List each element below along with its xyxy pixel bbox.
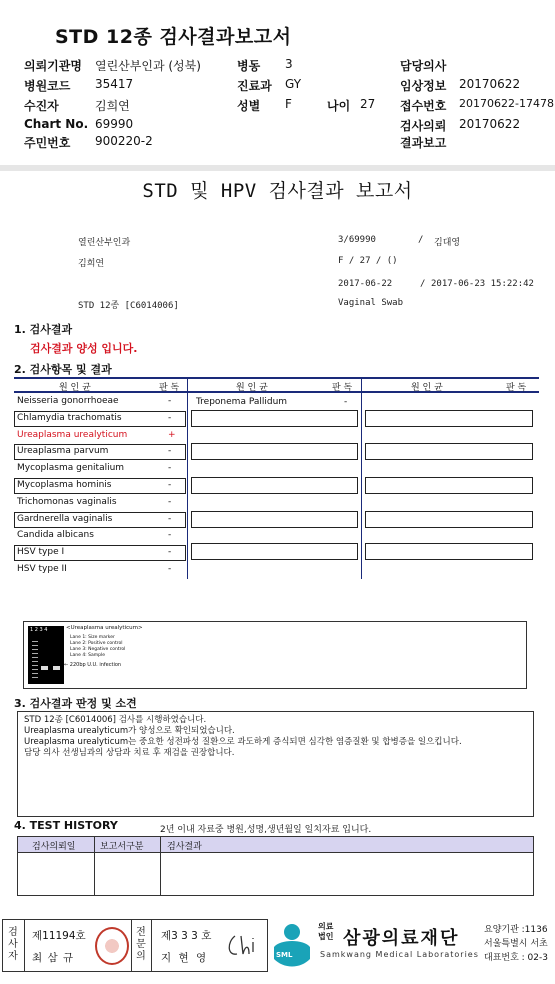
field-value-ward: 3 [285,57,293,71]
field-label-age: 나이 [327,99,351,113]
organism-result: - [168,496,172,507]
organism-name: Ureaplasma urealyticum [17,429,128,440]
inspector-label: 검 사 자 [8,927,18,962]
sample-band [53,666,60,670]
page-title: STD 12종 검사결과보고서 [55,26,292,48]
organism-result: - [168,530,172,541]
positive-result: 검사결과 양성 입니다. [30,342,138,355]
logo-text: SML [276,951,293,959]
column-divider [160,837,161,895]
organism-name: HSV type II [17,564,67,574]
legend-line: Lane 2: Positive control [70,641,123,646]
organism-result: - [168,564,172,574]
col-request-date: 검사의뢰일 [32,842,76,852]
field-label-ward: 병동 [237,59,261,73]
gel-legend [70,635,125,659]
empty-result-box [365,443,533,460]
signature-box [2,919,268,972]
official-seal [95,927,129,965]
organism-result: - [168,547,172,558]
organism-result: - [168,513,172,524]
logo-icon [270,921,314,971]
inspector-license: 제11194호 [32,930,86,942]
test-name: STD 12종 [C6014006] [78,301,179,311]
org-prefix: 의료 법인 [318,922,334,941]
field-value: 69990 [95,117,134,131]
separator: / [418,235,424,245]
field-label: Chart No. [24,117,89,131]
specialist-label: 전 문 의 [136,927,146,962]
history-header [18,837,533,853]
field-value: 35417 [95,77,134,91]
report-header [0,0,555,165]
organism-name: Neisseria gonorrhoeae [17,396,119,406]
column-divider [187,379,188,579]
signature [225,932,261,960]
field-label-sex: 성별 [237,99,261,113]
patient-name: 김희연 [78,259,105,269]
divider [131,920,132,971]
field-label-receipt-no: 접수번호 [400,99,447,113]
clinic-name: 열린산부인과 [78,238,131,248]
col-result: 판 독 [506,383,527,393]
field-value-sex: F [285,97,292,111]
col-organism: 원 인 균 [59,383,91,393]
organism-name: Gardnerella vaginalis [17,513,113,524]
empty-result-box [191,511,358,528]
specialist-license: 제3 3 3 호 [161,930,212,942]
organism-result: - [168,480,172,490]
section-3-title: 3. 검사결과 판정 및 소견 [14,697,137,710]
empty-result-box [365,511,533,528]
gel-title: <Ureaplasma urealyticum> [66,625,143,631]
org-address: 요양기관 :1136 서울특별시 서초 대표번호 : 02-3 [484,925,548,963]
field-value: 900220-2 [95,134,153,148]
field-label: 의뢰기관명 [24,59,82,73]
organism-result: - [168,412,172,423]
divider [24,920,25,971]
col-organism: 원 인 균 [236,383,268,393]
field-label: 수진자 [24,99,59,113]
organism-result: + [168,429,176,440]
specialist-name: 지 현 영 [161,952,209,964]
finding-line: Ureaplasma urealyticum가 양성으로 확인되었습니다. [24,726,235,736]
organism-result: - [168,463,172,474]
field-label-request: 검사의뢰 [400,119,447,133]
organism-name: Ureaplasma parvum [17,446,109,457]
empty-result-box [191,410,358,427]
history-table [17,836,534,896]
field-value-age: 27 [360,97,376,111]
empty-result-box [191,477,358,494]
band-label: ← 220bp U.U. infection [64,662,122,668]
legend-line: Lane 1: Size marker [70,635,115,640]
legend-line: Lane 3: Negative control [70,647,126,652]
sex-age: F / 27 / () [338,256,398,266]
organism-name: Mycoplasma hominis [17,480,112,490]
gel-image [28,626,64,684]
legend-line: Lane 4: Sample [70,653,105,658]
field-label-department: 진료과 [237,79,272,93]
field-label-report: 결과보고 [400,136,447,150]
separator: / [420,279,426,289]
section-2-title: 2. 검사항목 및 결과 [14,363,112,376]
organism-result: - [168,446,172,457]
section-4-title: 4. TEST HISTORY [14,819,118,832]
positive-band [41,666,48,670]
column-divider [361,379,362,579]
size-marker-band [32,638,38,678]
field-label: 병원코드 [24,79,71,93]
finding-line: Ureaplasma urealyticum는 중요한 성전파성 질환으로 과도하게 증식되면 심각한 염증질환 및 합병증을 일으킵니다. [24,737,462,747]
col-report-type: 보고서구분 [100,842,144,852]
col-test-result: 검사결과 [167,842,202,852]
empty-result-box [191,543,358,560]
divider [151,920,152,971]
field-label-doctor: 담당의사 [400,59,447,73]
field-value-receipt-no: 20170622-17478 [459,97,554,110]
organism-name: Chlamydia trachomatis [17,412,122,423]
field-value-request: 20170622 [459,117,521,131]
empty-result-box [365,410,533,427]
empty-result-box [191,443,358,460]
field-value: 김희연 [95,99,130,113]
field-value: 열린산부인과 (성북) [95,59,201,73]
finding-line: STD 12종 [C6014006] 검사를 시행하였습니다. [24,715,207,725]
field-value-clinical-info: 20170622 [459,77,521,91]
org-name: 삼광의료재단 [343,928,460,949]
organism-name: Trichomonas vaginalis [17,496,117,507]
organism-name: Mycoplasma genitalium [17,463,125,474]
section-1-title: 1. 검사결과 [14,323,73,336]
results-table-header [14,377,539,393]
gel-electrophoresis-image [23,621,527,689]
empty-result-box [365,543,533,560]
org-name-en: Samkwang Medical Laboratories [320,950,479,959]
organism-name: Candida albicans [17,530,94,541]
history-note: 2년 이내 자료중 병원,성명,생년월일 일치자료 입니다. [160,825,372,835]
col-organism: 원 인 균 [411,383,443,393]
lane-numbers: 1 2 3 4 [30,627,48,633]
field-value-department: GY [285,77,302,91]
col-result: 판 독 [332,383,353,393]
empty-result-box [365,477,533,494]
findings-box [17,711,534,817]
date-to: 2017-06-23 15:22:42 [431,279,534,289]
column-divider [94,837,95,895]
chart-code: 3/69990 [338,235,376,245]
header-divider [0,165,555,171]
inspector-name: 최 삼 규 [32,952,75,964]
organism-result: - [344,397,348,407]
field-label-clinical-info: 임상정보 [400,79,447,93]
organism-name: Treponema Pallidum [196,397,288,407]
specimen: Vaginal Swab [338,298,404,308]
organism-name: HSV type I [17,547,65,558]
doctor-name: 김대영 [434,238,461,248]
finding-line: 담당 의사 선생님과의 상담과 치료 후 재검을 권장합니다. [24,748,235,758]
date-from: 2017-06-22 [338,279,393,289]
col-result: 판 독 [159,383,180,393]
report-title: STD 및 HPV 검사결과 보고서 [142,180,413,202]
organism-result: - [168,396,172,406]
field-label: 주민번호 [24,136,71,150]
